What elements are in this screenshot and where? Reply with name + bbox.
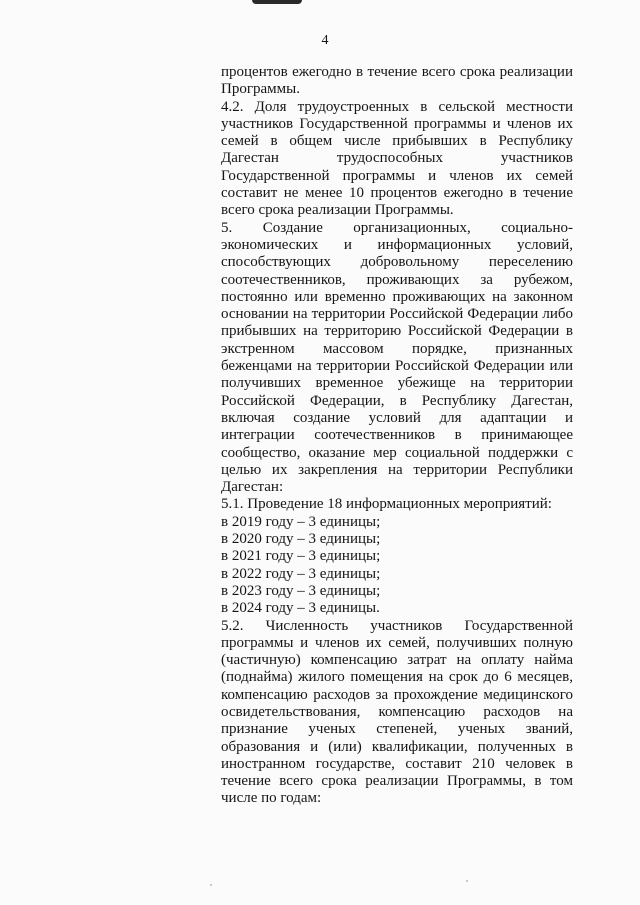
page-number: 4 — [321, 33, 329, 48]
paragraph-5-1: 5.1. Проведение 18 информационных мероприятий: — [221, 496, 552, 513]
list-item-2024: в 2024 году – 3 единицы. — [221, 600, 380, 617]
scan-mark — [252, 0, 302, 4]
document-body — [221, 64, 573, 808]
list-item-2019: в 2019 году – 3 единицы; — [221, 513, 381, 530]
list-item-2021: в 2021 году – 3 единицы; — [221, 548, 381, 565]
list-item-2022: в 2022 году – 3 единицы; — [221, 565, 381, 582]
paragraph-5-2: 5.2. Численность участников Государственной программы и членов их семей, получивших полную (частичную) компенсацию затрат на оплату найма (поднайма) жилого помещения на срок до 6 месяцев, компенсацию расходов за прохождение медицинского освидетельствования, компенсацию расходов на признание ученых степеней, ученых званий, образования и (или) квалификации, полученных в иностранном государстве, составит 210 человек в течение всего срока реализации Программы, в том числе по годам: — [221, 617, 573, 807]
paragraph-5: 5. Создание организационных, социально-экономических и информационных условий, способствующих добровольному переселению соотечественников, проживающих за рубежом, постоянно или временно проживающих на законном основании на территории Российской Федерации либо прибывших на территорию Российской Федерации в экстренном массовом порядке, признанных беженцами на территории Российской Федерации или получивших временное убежище на территории Российской Федерации, в Республику Дагестан, включая создание условий для адаптации и интеграции соотечественников в принимающее сообщество, оказание мер социальной поддержки с целью их закрепления на территории Республики Дагестан: — [221, 219, 573, 496]
list-item-2023: в 2023 году – 3 единицы; — [221, 582, 381, 599]
paragraph-4-2: 4.2. Доля трудоустроенных в сельской местности участников Государственной программы и членов их семей в общем числе прибывших в Республику Дагестан трудоспособных участников Государственной программы и членов их семей составит не менее 10 процентов ежегодно в течение всего срока реализации Программы. — [221, 98, 573, 219]
paragraph-continuation: процентов ежегодно в течение всего срока реализации Программы. — [221, 64, 573, 98]
scan-speck — [210, 884, 212, 886]
list-item-2020: в 2020 году – 3 единицы; — [221, 531, 381, 548]
scan-speck — [466, 880, 468, 882]
